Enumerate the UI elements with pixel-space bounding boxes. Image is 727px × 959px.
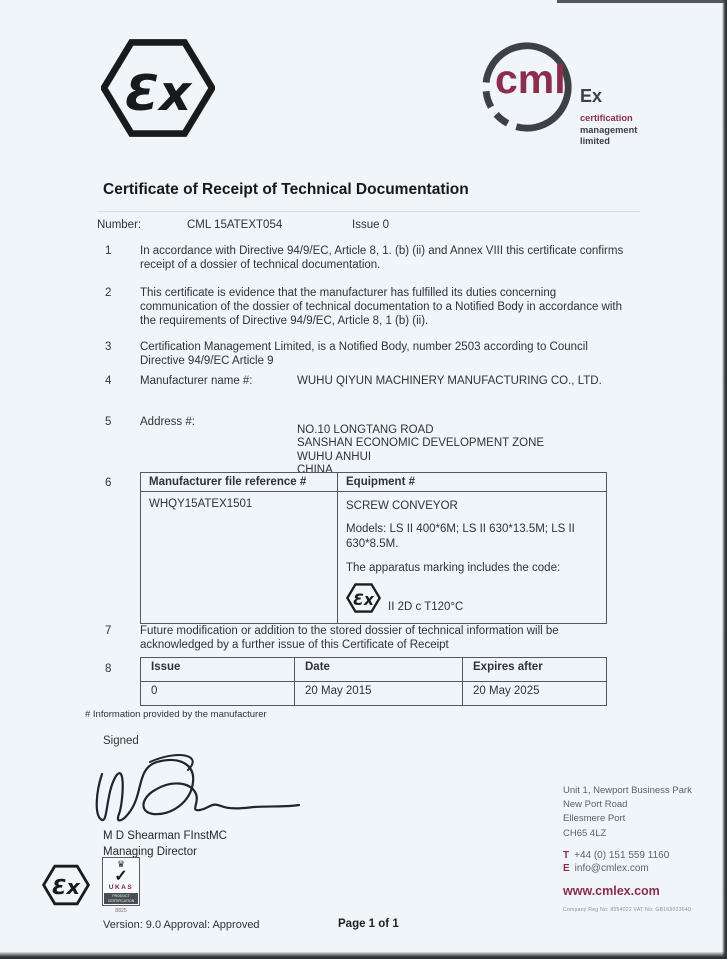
crown-icon: ♛ bbox=[116, 859, 126, 869]
signatory-title: Managing Director bbox=[103, 845, 197, 858]
equipment-name: SCREW CONVEYOR bbox=[346, 500, 458, 512]
cml-tagline-line: certification bbox=[580, 113, 633, 123]
address-line: New Port Road bbox=[563, 799, 628, 811]
signature-scribble bbox=[92, 752, 307, 830]
signatory-block bbox=[103, 829, 227, 860]
cml-ex-suffix: Ex bbox=[580, 86, 603, 106]
atex-ex-glyph: Ɛx bbox=[52, 875, 80, 900]
company-registration: Company Reg No: 8554022 VAT No: GB163023640 bbox=[563, 906, 691, 913]
clause-number: 8 bbox=[105, 663, 112, 675]
clause-text: This certificate is evidence that the manufacturer has fulfilled its duties concerning communication of the dossier of technical documentation to a Notified Body in accordance with the requirements of Directive 94/9/EC, Article 8, 1 (b) (ii). bbox=[140, 287, 622, 327]
clause-number: 6 bbox=[105, 477, 112, 489]
email-label: E bbox=[563, 862, 570, 874]
column-header: Manufacturer file reference # bbox=[141, 473, 338, 492]
atex-ex-hexagon-logo-small bbox=[42, 864, 90, 906]
clause-1 bbox=[103, 245, 633, 273]
clause-text: Certification Management Limited, is a Notified Body, number 2503 according to Council Directive 94/9/EC Article 9 bbox=[140, 341, 588, 367]
clause-number: 4 bbox=[105, 375, 112, 387]
ukas-accreditation-mark bbox=[99, 857, 143, 914]
phone-row bbox=[563, 850, 723, 861]
email-address: info@cmlex.com bbox=[574, 862, 649, 874]
clause-4-manufacturer bbox=[103, 375, 633, 389]
manufacturer-info-footnote: # Information provided by the manufacturer bbox=[85, 709, 267, 720]
phone-label: T bbox=[563, 849, 570, 861]
table-header-row bbox=[141, 473, 607, 492]
scan-edge-right bbox=[722, 0, 727, 959]
cml-ex-logo bbox=[476, 34, 691, 152]
clause-2 bbox=[103, 287, 633, 328]
atex-ex-glyph: Ɛx bbox=[124, 63, 192, 122]
table-row bbox=[141, 492, 607, 624]
address-line: CHINA bbox=[297, 464, 333, 477]
clause-3 bbox=[103, 341, 633, 369]
clause-7 bbox=[103, 625, 633, 653]
signatory-name: M D Shearman FInstMC bbox=[103, 830, 227, 842]
website-url: www.cmlex.com bbox=[563, 883, 660, 898]
issue-number: Issue 0 bbox=[352, 219, 390, 231]
certificate-number-row bbox=[97, 211, 640, 231]
company-address bbox=[563, 784, 723, 841]
contact-block bbox=[563, 784, 723, 913]
column-header: Date bbox=[295, 658, 463, 682]
clause-number: 1 bbox=[105, 245, 112, 257]
address-line: Unit 1, Newport Business Park bbox=[563, 785, 692, 796]
version-approval-line: Version: 9.0 Approval: Approved bbox=[103, 919, 260, 931]
manufacturer-address bbox=[297, 424, 629, 478]
page-title: Certificate of Receipt of Technical Documentation bbox=[103, 181, 469, 198]
atex-ex-glyph: Ɛx bbox=[353, 590, 374, 609]
address-line: CH65 4LZ bbox=[563, 827, 607, 839]
table-row bbox=[141, 682, 607, 706]
address-line: WUHU ANHUI bbox=[297, 450, 372, 463]
column-header: Expires after bbox=[463, 658, 607, 682]
apparatus-marking bbox=[346, 583, 598, 613]
column-header: Issue bbox=[141, 658, 295, 682]
atex-ex-hexagon-icon bbox=[346, 583, 381, 613]
clause-number: 5 bbox=[105, 416, 112, 428]
page-number: Page 1 of 1 bbox=[338, 918, 399, 930]
marking-code: II 2D c T120°C bbox=[388, 601, 464, 613]
address-label: Address #: bbox=[140, 416, 195, 428]
clause-number: 2 bbox=[105, 287, 112, 299]
address-line: NO.10 LONGTANG ROAD bbox=[297, 424, 434, 436]
date-cell: 20 May 2015 bbox=[295, 682, 463, 706]
file-reference-table bbox=[140, 472, 607, 624]
number-label: Number: bbox=[97, 219, 142, 231]
equipment-cell bbox=[338, 492, 607, 624]
table-header-row bbox=[141, 658, 607, 682]
email-row bbox=[563, 863, 723, 874]
equipment-models: Models: LS II 400*6M; LS II 630*13.5M; LS II 630*8.5M. bbox=[346, 523, 575, 550]
ukas-box bbox=[102, 857, 140, 906]
address-line: SANSHAN ECONOMIC DEVELOPMENT ZONE bbox=[297, 437, 545, 450]
scan-edge-top bbox=[557, 0, 727, 3]
certificate-number: CML 15ATEXT054 bbox=[187, 219, 283, 231]
file-reference-cell: WHQY15ATEX1501 bbox=[141, 492, 338, 624]
column-header: Equipment # bbox=[338, 473, 607, 492]
clause-number: 3 bbox=[105, 341, 112, 353]
check-icon: ✓ bbox=[114, 868, 128, 885]
marking-note: The apparatus marking includes the code: bbox=[346, 562, 561, 574]
cml-tagline-line: limited bbox=[580, 136, 610, 146]
issue-cell: 0 bbox=[141, 682, 295, 706]
address-line: Ellesmere Port bbox=[563, 813, 626, 825]
issue-table bbox=[140, 657, 607, 706]
phone-number: +44 (0) 151 559 1160 bbox=[574, 849, 670, 861]
atex-ex-hexagon-logo bbox=[101, 38, 215, 138]
cml-tagline bbox=[580, 113, 637, 148]
clause-number: 7 bbox=[105, 625, 112, 637]
ukas-subtitle: PRODUCT CERTIFICATION bbox=[104, 893, 138, 904]
cml-tagline-line: management bbox=[580, 124, 638, 135]
manufacturer-label: Manufacturer name #: bbox=[140, 375, 253, 387]
ukas-name: UKAS bbox=[108, 884, 134, 891]
clause-text: In accordance with Directive 94/9/EC, Article 8, 1. (b) (ii) and Annex VIII this certificate confirms receipt of a dossier of technical documentation. bbox=[140, 245, 624, 271]
scan-edge-bottom bbox=[0, 952, 727, 959]
ukas-number: 8825 bbox=[115, 908, 127, 914]
clause-text: Future modification or addition to the stored dossier of technical information will be acknowledged by a further issue of this Certificate of Receipt bbox=[140, 625, 559, 651]
clause-5-address bbox=[103, 416, 633, 478]
expires-cell: 20 May 2025 bbox=[463, 682, 607, 706]
manufacturer-name: WUHU QIYUN MACHINERY MANUFACTURING CO., LTD. bbox=[297, 375, 602, 387]
signed-label: Signed bbox=[103, 735, 139, 747]
cml-wordmark: cml bbox=[495, 56, 566, 102]
